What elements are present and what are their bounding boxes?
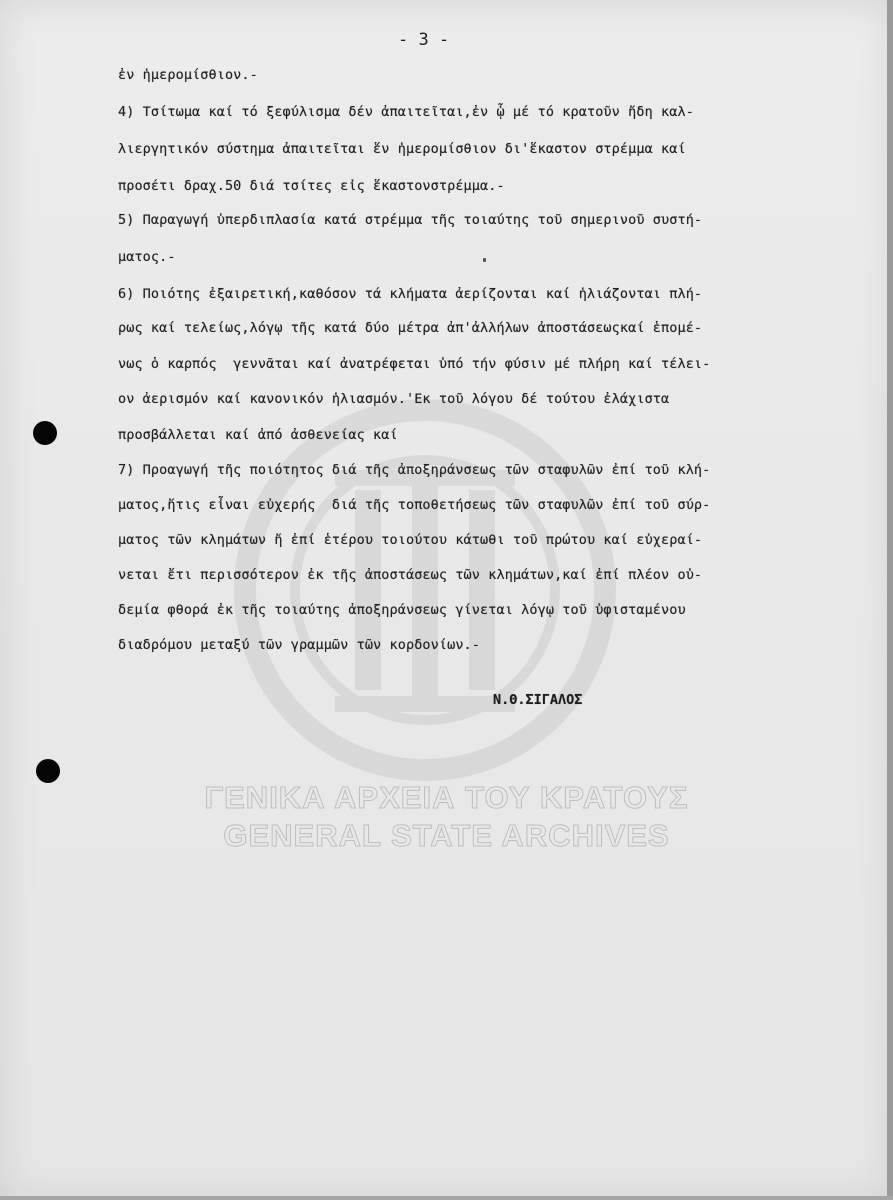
text-line: διαδρόμου μεταξύ τῶν γραμμῶν τῶν κορδονίων.-	[118, 637, 481, 653]
punch-hole	[33, 421, 57, 445]
ink-speck	[483, 258, 486, 262]
text-line: νεται ἔτι περισσότερον ἐκ τῆς ἀποστάσεως τῶν κλημάτων,καί ἐπί πλέον οὐ-	[118, 567, 703, 583]
text-line: προσέτι δραχ.50 διά τσίτες εἰς ἕκαστονστρέμμα.-	[118, 178, 505, 194]
watermark-english-text: GENERAL STATE ARCHIVES	[223, 818, 670, 853]
text-line: 5) Παραγωγή ὑπερδιπλασία κατά στρέμμα τῆς τοιαύτης τοῦ σημερινοῦ συστή-	[118, 212, 703, 228]
archive-emblem-watermark-icon	[215, 380, 635, 800]
text-line: 7) Προαγωγή τῆς ποιότητος διά τῆς ἀποξηράνσεως τῶν σταφυλῶν ἐπί τοῦ κλή-	[118, 462, 711, 478]
watermark-greek-text: ΓΕΝΙΚΑ ΑΡΧΕΙΑ ΤΟΥ ΚΡΑΤΟΥΣ	[204, 780, 689, 815]
page-edge-right	[887, 0, 893, 1200]
page-edge-bottom	[0, 1196, 893, 1200]
text-line: ματος,ἥτις εἶναι εὐχερής διά τῆς τοποθετήσεως τῶν σταφυλῶν ἐπί τοῦ σύρ-	[118, 497, 711, 513]
text-line: δεμία φθορά ἐκ τῆς τοιαύτης ἀποξηράνσεως γίνεται λόγῳ τοῦ ὑφισταμένου	[118, 602, 686, 618]
text-line: 4) Τσίτωμα καί τό ξεφύλισμα δέν ἀπαιτεῖται,ἐν ᾧ μέ τό κρατοῦν ἤδη καλ-	[118, 104, 694, 120]
text-line: προσβάλλεται καί ἀπό ἀσθενείας καί	[118, 427, 398, 443]
text-line: λιεργητικόν σύστημα ἀπαιτεῖται ἕν ἡμερομίσθιον δι'ἕκαστον στρέμμα καί	[118, 141, 686, 157]
punch-hole	[36, 759, 60, 783]
text-line: νως ὁ καρπός γεννᾶται καί ἀνατρέφεται ὑπό τήν φύσιν μέ πλήρη καί τέλει-	[118, 356, 711, 372]
text-line: ρως καί τελείως,λόγῳ τῆς κατά δύο μέτρα ἀπ'ἀλλήλων ἀποστάσεωςκαί ἑπομέ-	[118, 320, 703, 336]
text-line: ματος.-	[118, 249, 176, 265]
signature-name: Ν.Θ.ΣΙΓΑΛΟΣ	[493, 692, 583, 708]
text-line: 6) Ποιότης ἐξαιρετική,καθόσον τά κλήματα ἀερίζονται καί ἡλιάζονται πλή-	[118, 286, 703, 302]
text-line: ἐν ἡμερομίσθιον.-	[118, 67, 258, 83]
page-number: - 3 -	[398, 30, 450, 50]
text-line: ον ἀερισμόν καί κανονικόν ἡλιασμόν.'Εκ τοῦ λόγου δέ τούτου ἐλάχιστα	[118, 391, 670, 407]
text-line: ματος τῶν κλημάτων ἤ ἐπί ἑτέρου τοιούτου κάτωθι τοῦ πρώτου καί εὐχεραί-	[118, 532, 703, 548]
